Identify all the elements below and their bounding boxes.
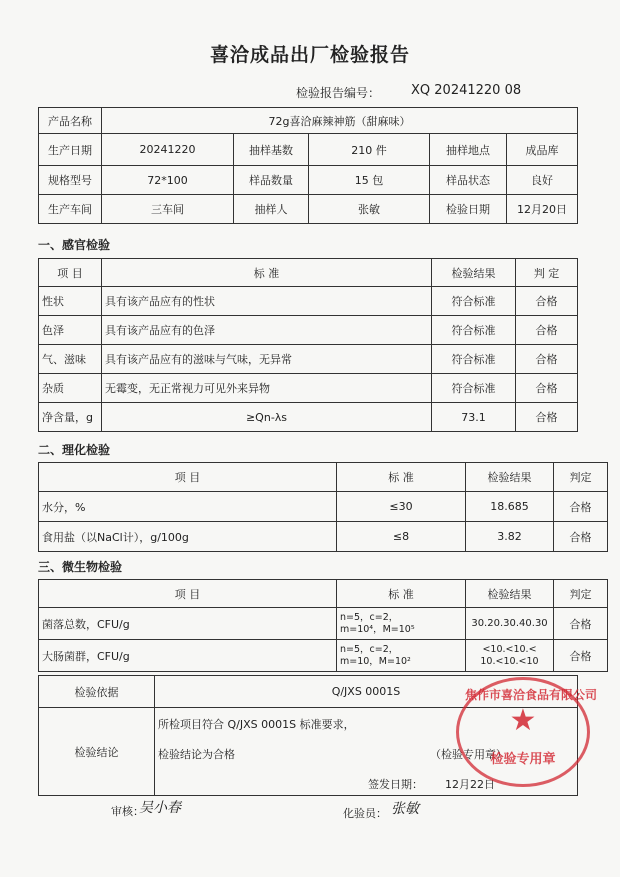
sign-date-label: 签发日期： (368, 778, 423, 791)
star-icon: ★ (509, 703, 537, 738)
physchem-head-std: 标 准 (337, 463, 466, 492)
prod-date-label: 生产日期 (39, 134, 102, 166)
test-date: 12月20日 (507, 195, 578, 224)
result-cell: 符合标准 (432, 316, 516, 345)
sample-qty-label: 样品数量 (234, 166, 309, 195)
sample-status-label: 样品状态 (430, 166, 507, 195)
report-number-label: 检验报告编号： (296, 86, 381, 100)
sign-date: 12月22日 (445, 778, 495, 791)
std-cell: ≥Qn-λs (102, 403, 432, 432)
result-cell: 符合标准 (432, 374, 516, 403)
judge-cell: 合格 (554, 608, 608, 640)
conclusion-line1: 所检项目符合 Q/JXS 0001S 标准要求， (158, 718, 355, 731)
conclusion-line2: 检验结论为合格 (158, 748, 235, 761)
table-row (39, 522, 608, 552)
table-row (39, 287, 578, 316)
item-cell: 色泽 (39, 316, 102, 345)
table-row (39, 345, 578, 374)
table-row (39, 374, 578, 403)
sensory-head-judge: 判 定 (516, 259, 578, 287)
item-cell: 杂质 (39, 374, 102, 403)
section-sensory-heading: 一、感官检验 (38, 238, 111, 252)
product-name-label: 产品名称 (39, 108, 102, 134)
seal-company-text: 焦作市喜洽食品有限公司 (465, 688, 598, 702)
std-cell: 具有该产品应有的性状 (102, 287, 432, 316)
report-title: 喜洽成品出厂检验报告 (209, 44, 410, 66)
item-cell: 大肠菌群，CFU/g (39, 640, 337, 672)
reviewer-label: 审核： (111, 805, 144, 818)
spec: 72*100 (102, 166, 234, 195)
sensory-head-result: 检验结果 (432, 259, 516, 287)
table-row (39, 316, 578, 345)
stamp-note: （检验专用章） (430, 748, 507, 761)
sample-base-label: 抽样基数 (234, 134, 309, 166)
judge-cell: 合格 (516, 345, 578, 374)
sensory-head-item: 项 目 (39, 259, 102, 287)
result-line: 10.<10.<10 (480, 655, 539, 667)
judge-cell: 合格 (516, 403, 578, 432)
tester-label: 化验员： (343, 807, 387, 820)
std-cell: ≤30 (337, 492, 466, 522)
basis-value: Q/JXS 0001S (155, 676, 578, 708)
product-info-table (38, 107, 578, 224)
basis-label: 检验依据 (39, 676, 155, 708)
result-cell: 18.685 (466, 492, 554, 522)
sample-status: 良好 (507, 166, 578, 195)
std-cell (337, 608, 466, 640)
product-name: 72g喜洽麻辣神筋（甜麻味） (102, 108, 578, 134)
std-cell: ≤8 (337, 522, 466, 552)
sample-base: 210 件 (309, 134, 430, 166)
physchem-table (38, 462, 608, 552)
micro-head-item: 项 目 (39, 580, 337, 608)
result-cell: 73.1 (432, 403, 516, 432)
std-cell: 具有该产品应有的滋味与气味，无异常 (102, 345, 432, 374)
seal-bottom-text: 检验专用章 (490, 752, 556, 767)
report-number-value: XQ 20241220 08 (411, 83, 522, 98)
item-cell: 净含量，g (39, 403, 102, 432)
sample-qty: 15 包 (309, 166, 430, 195)
section-physchem-heading: 二、理化检验 (38, 443, 111, 457)
tester-signature: 张敏 (391, 801, 419, 817)
workshop: 三车间 (102, 195, 234, 224)
result-line: <10.<10.< (482, 643, 537, 655)
sample-place-label: 抽样地点 (430, 134, 507, 166)
std-line: n=5，c=2， (340, 643, 399, 655)
conclusion-label: 检验结论 (39, 708, 155, 796)
item-cell: 菌落总数，CFU/g (39, 608, 337, 640)
std-cell: 无霉变，无正常视力可见外来异物 (102, 374, 432, 403)
sensory-head-std: 标 准 (102, 259, 432, 287)
section-micro-heading: 三、微生物检验 (38, 560, 123, 574)
test-date-label: 检验日期 (430, 195, 507, 224)
judge-cell: 合格 (516, 316, 578, 345)
std-line: n=5，c=2， (340, 611, 399, 623)
judge-cell: 合格 (554, 640, 608, 672)
std-cell: 具有该产品应有的色泽 (102, 316, 432, 345)
std-line: m=10⁴，M=10⁵ (340, 623, 415, 635)
spec-label: 规格型号 (39, 166, 102, 195)
micro-table (38, 579, 608, 672)
std-line: m=10，M=10² (340, 655, 411, 667)
judge-cell: 合格 (516, 374, 578, 403)
report-number (296, 83, 522, 101)
physchem-head-judge: 判定 (554, 463, 608, 492)
std-cell (337, 640, 466, 672)
result-cell: 30.20.30.40.30 (466, 608, 554, 640)
result-cell: 3.82 (466, 522, 554, 552)
judge-cell: 合格 (554, 492, 608, 522)
reviewer-signature: 吴小春 (139, 800, 181, 816)
sensory-table (38, 258, 578, 432)
judge-cell: 合格 (516, 287, 578, 316)
table-row (39, 640, 608, 672)
sampler: 张敏 (309, 195, 430, 224)
physchem-head-result: 检验结果 (466, 463, 554, 492)
table-row (39, 492, 608, 522)
physchem-head-item: 项 目 (39, 463, 337, 492)
judge-cell: 合格 (554, 522, 608, 552)
item-cell: 性状 (39, 287, 102, 316)
result-cell: 符合标准 (432, 287, 516, 316)
workshop-label: 生产车间 (39, 195, 102, 224)
micro-head-std: 标 准 (337, 580, 466, 608)
sampler-label: 抽样人 (234, 195, 309, 224)
table-row (39, 608, 608, 640)
sample-place: 成品库 (507, 134, 578, 166)
item-cell: 水分，% (39, 492, 337, 522)
company-seal-stamp (456, 677, 598, 787)
item-cell: 食用盐（以NaCl计），g/100g (39, 522, 337, 552)
micro-head-judge: 判定 (554, 580, 608, 608)
result-cell: 符合标准 (432, 345, 516, 374)
item-cell: 气、滋味 (39, 345, 102, 374)
prod-date: 20241220 (102, 134, 234, 166)
micro-head-result: 检验结果 (466, 580, 554, 608)
result-cell (466, 640, 554, 672)
table-row (39, 403, 578, 432)
